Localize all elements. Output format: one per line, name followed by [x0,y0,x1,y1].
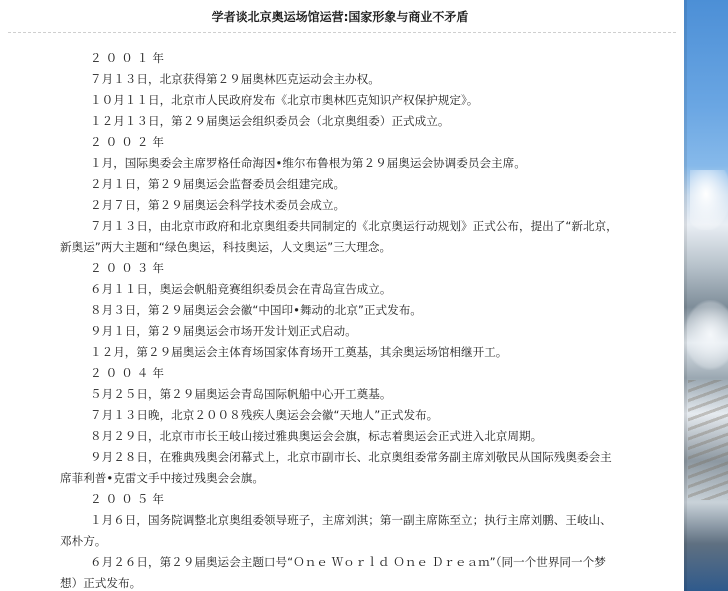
timeline-entry: ２月７日，第２９届奥运会科学技术委员会成立。 [90,198,346,212]
timeline-entry: ８月２９日，北京市市长王岐山接过雅典奥运会会旗，标志着奥运会正式进入北京周期。 [90,429,543,443]
timeline-entry: ２月１日，第２９届奥运会监督委员会组建完成。 [90,177,346,191]
great-wall-side-image [684,0,728,591]
timeline-entry: １２月１３日，第２９届奥运会组织委员会（北京奥组委）正式成立。 [90,114,450,128]
article-body [60,48,622,591]
timeline-entry: ８月３日，第２９届奥运会会徽“中国印•舞动的北京”正式发布。 [90,303,422,317]
year-heading-2005: ２００５年 [90,492,168,506]
timeline-entry: ６月２６日，第２９届奥运会主题口号“Ｏｎｅ Ｗｏｒｌｄ Ｏｎｅ Ｄｒｅａｍ”（同一个世界同一个梦想）正式发布。 [60,555,606,590]
timeline-entry: ９月１日，第２９届奥运会市场开发计划正式启动。 [90,324,357,338]
year-heading-2004: ２００４年 [90,366,168,380]
year-heading-2003: ２００３年 [90,261,168,275]
timeline-entry: ７月１３日晚，北京２００８残疾人奥运会会徽“天地人”正式发布。 [90,408,439,422]
timeline-entry: ７月１３日，由北京市政府和北京奥组委共同制定的《北京奥运行动规划》正式公布，提出了“新北京，新奥运”两大主题和“绿色奥运，科技奥运，人文奥运”三大理念。 [60,219,618,254]
year-heading-2002: ２００２年 [90,135,168,149]
timeline-entry: １月，国际奥委会主席罗格任命海因•维尔布鲁根为第２９届奥运会协调委员会主席。 [90,156,526,170]
timeline-entry: ５月２５日，第２９届奥运会青岛国际帆船中心开工奠基。 [90,387,392,401]
timeline-entry: ９月２８日，在雅典残奥会闭幕式上，北京市副市长、北京奥组委常务副主席刘敬民从国际残奥委会主席菲利普•克雷文手中接过残奥会会旗。 [60,450,612,485]
title-bar [8,0,676,33]
article-title: 学者谈北京奥运场馆运营:国家形象与商业不矛盾 [211,9,469,24]
timeline-entry: ６月１１日，奥运会帆船竞赛组织委员会在青岛宣告成立。 [90,282,392,296]
timeline-entry: ７月１３日，北京获得第２９届奥林匹克运动会主办权。 [90,72,380,86]
year-heading-2001: ２００１年 [90,51,168,65]
timeline-entry: １２月，第２９届奥运会主体育场国家体育场开工奠基，其余奥运场馆相继开工。 [90,345,508,359]
timeline-entry: １０月１１日，北京市人民政府发布《北京市奥林匹克知识产权保护规定》。 [90,93,479,107]
timeline-entry: １月６日，国务院调整北京奥组委领导班子，主席刘淇；第一副主席陈至立；执行主席刘鹏、王岐山、邓朴方。 [60,513,612,548]
